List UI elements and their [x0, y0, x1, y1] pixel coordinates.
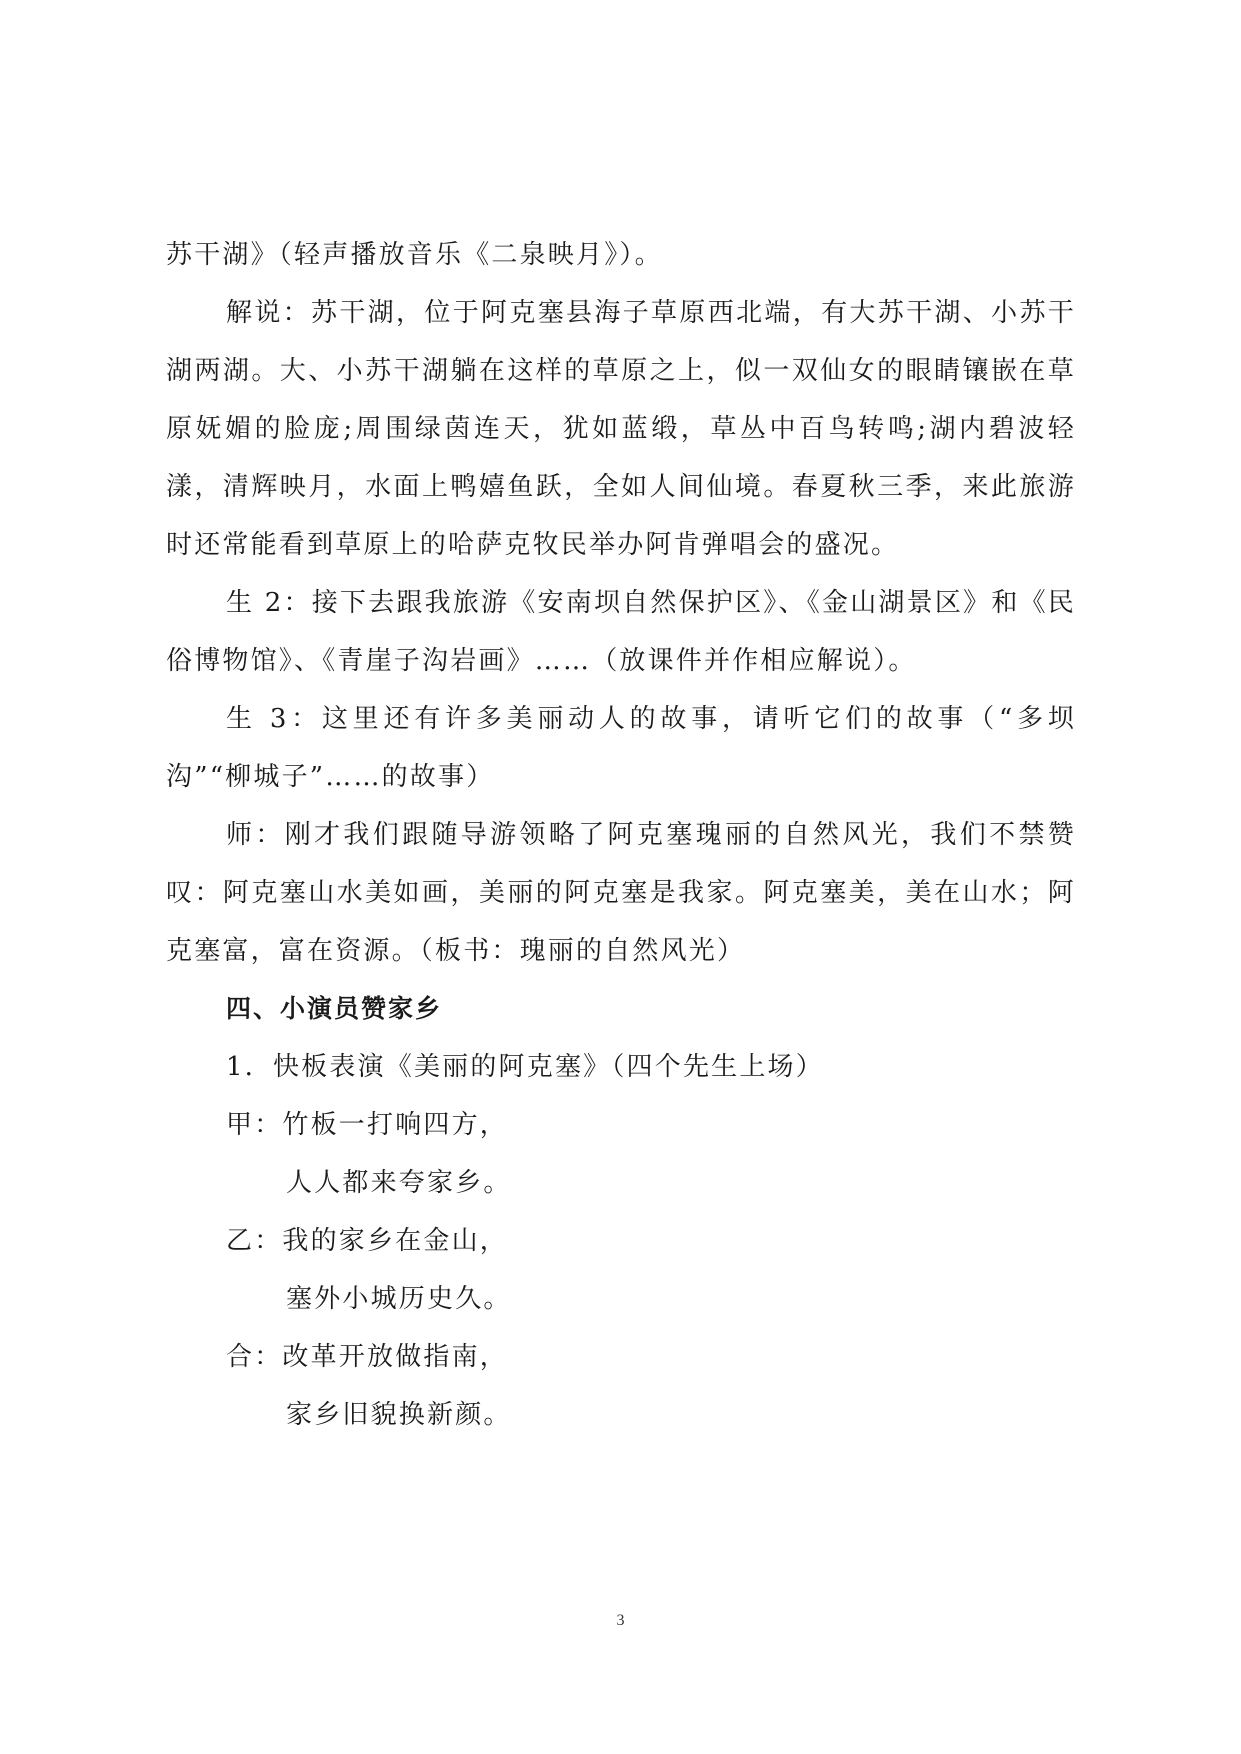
paragraph-narration: 解说：苏干湖，位于阿克塞县海子草原西北端，有大苏干湖、小苏干湖两湖。大、小苏干湖躺在这样的草原之上，似一双仙女的眼睛镶嵌在草原妩媚的脸庞;周围绿茵连天，犹如蓝缎，草丛中百鸟转鸣;湖内碧波轻漾，清辉映月，水面上鸭嬉鱼跃，全如人间仙境。春夏秋三季，来此旅游时还常能看到草原上的哈萨克牧民举办阿肯弹唱会的盛况。 — [166, 298, 1076, 560]
section-heading: 四、小演员赞家乡 — [226, 994, 443, 1023]
paragraph-teacher: 师：刚才我们跟随导游领略了阿克塞瑰丽的自然风光，我们不禁赞叹：阿克塞山水美如画，美丽的阿克塞是我家。阿克塞美，美在山水；阿克塞富，富在资源。（板书：瑰丽的自然风光） — [166, 820, 1076, 966]
paragraph-student-2: 生 2：接下去跟我旅游《安南坝自然保护区》、《金山湖景区》和《民俗博物馆》、《青崖子沟岩画》……（放课件并作相应解说）。 — [166, 588, 1076, 676]
document-body — [166, 226, 1076, 1444]
verse-line: 合：改革开放做指南， — [226, 1342, 509, 1372]
verse-line: 甲：竹板一打响四方， — [226, 1110, 509, 1140]
paragraph-student-3: 生 3：这里还有许多美丽动人的故事，请听它们的故事（“多坝沟”“柳城子”……的故事） — [166, 704, 1076, 792]
list-item-1: 1．快板表演《美丽的阿克塞》（四个先生上场） — [226, 1052, 824, 1082]
page-number: 3 — [616, 1612, 625, 1629]
verse-line: 家乡旧貌换新颜。 — [286, 1400, 512, 1430]
verse-line: 人人都来夸家乡。 — [286, 1168, 512, 1198]
paragraph-continued: 苏干湖》（轻声播放音乐《二泉映月》）。 — [166, 240, 663, 270]
verse-line: 乙：我的家乡在金山， — [226, 1226, 509, 1256]
verse-line: 塞外小城历史久。 — [286, 1284, 512, 1314]
